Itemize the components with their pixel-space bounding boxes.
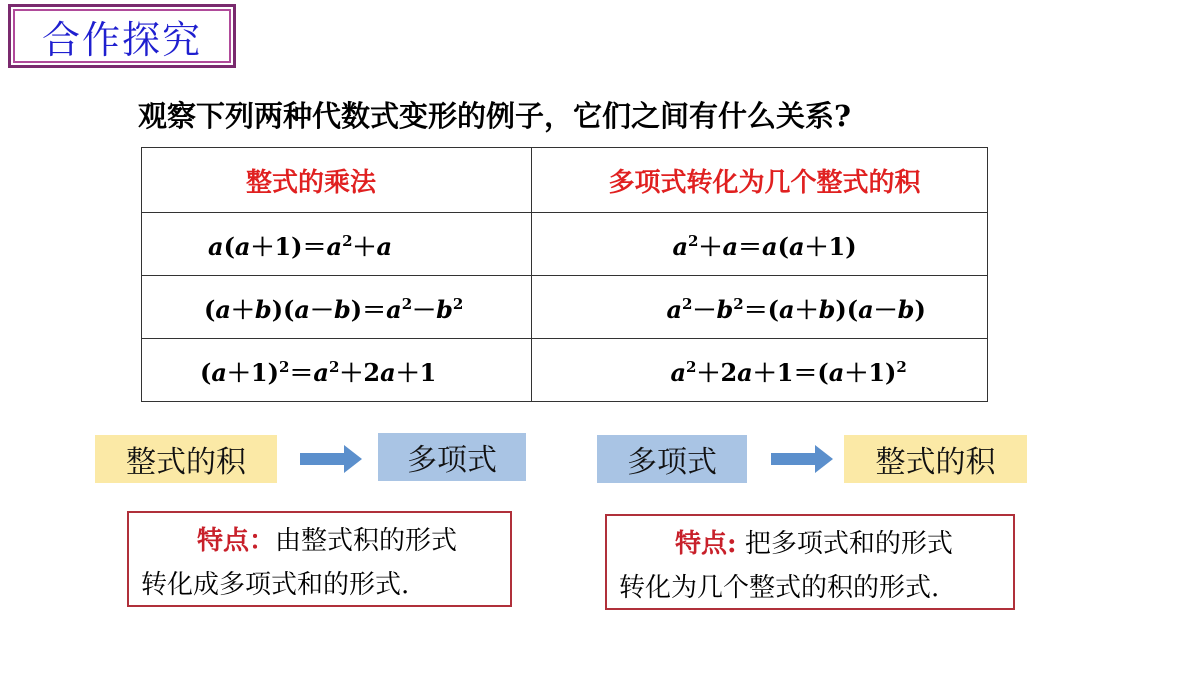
- formula-cell: $(a+b)(a-b)=a^2-b^2$: [142, 276, 532, 339]
- note-text: 由整式积的形式: [275, 526, 458, 556]
- formula-cell: $a^2-b^2=(a+b)(a-b)$: [532, 276, 988, 339]
- header-multiplication: 整式的乘法: [142, 148, 532, 213]
- note-text: 把多项式和的形式: [736, 529, 953, 559]
- table-row: [142, 339, 988, 402]
- formula-cell: $(a+1)^2=a^2+2a+1$: [142, 339, 532, 402]
- table-row: [142, 213, 988, 276]
- header-factorization: 多项式转化为几个整式的积: [532, 148, 988, 213]
- left-from-box: 整式的积: [95, 435, 277, 483]
- right-to-box: 整式的积: [844, 435, 1027, 483]
- table-header-row: [142, 148, 988, 213]
- comparison-table: [141, 147, 988, 402]
- note-text: 转化成多项式和的形式.: [141, 570, 410, 600]
- question-text: 观察下列两种代数式变形的例子，它们之间有什么关系?: [138, 99, 851, 133]
- right-arrow-icon: [771, 444, 835, 474]
- left-feature-note: [127, 511, 512, 607]
- slide-title: 合作探究: [41, 17, 202, 62]
- note-text: 转化为几个整式的积的形式.: [619, 573, 940, 603]
- slide-title-box: [8, 4, 236, 68]
- formula-cell: $a^2+2a+1=(a+1)^2$: [532, 339, 988, 402]
- left-to-box: 多项式: [378, 433, 526, 481]
- formula-cell: $a(a+1)=a^2+a$: [142, 213, 532, 276]
- right-feature-note: [605, 514, 1015, 610]
- note-label: 特点：: [197, 526, 276, 556]
- note-label: 特点:: [675, 529, 737, 559]
- right-from-box: 多项式: [597, 435, 747, 483]
- table-row: [142, 276, 988, 339]
- right-arrow-icon: [300, 444, 364, 474]
- formula-cell: $a^2+a=a(a+1)$: [532, 213, 988, 276]
